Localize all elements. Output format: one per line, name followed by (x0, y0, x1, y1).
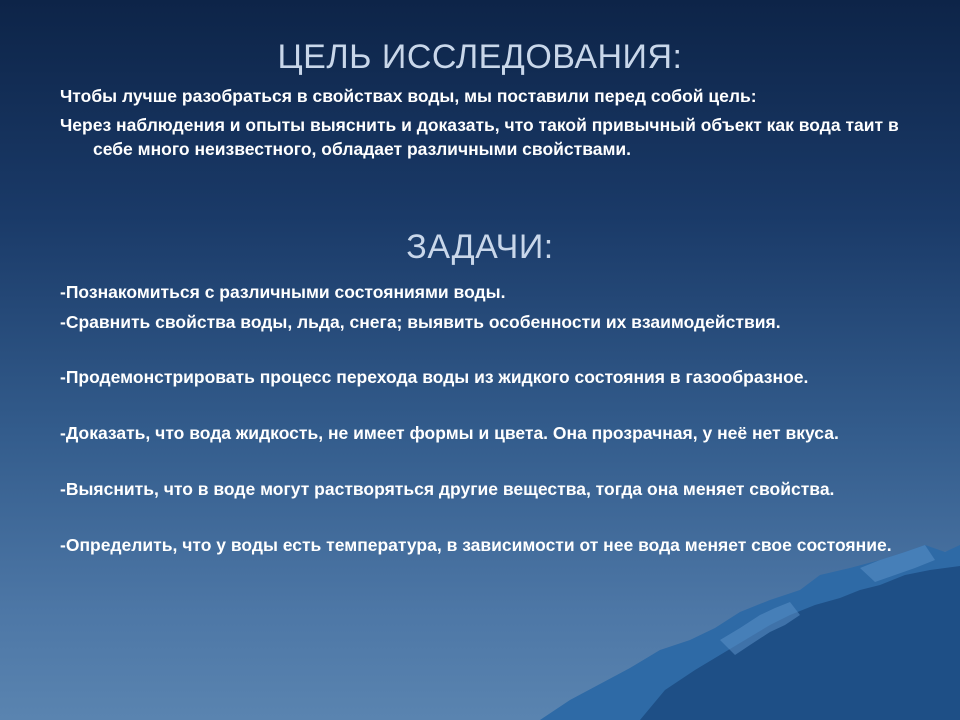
tasks-title: ЗАДАЧИ: (406, 228, 554, 266)
goal-text: Через наблюдения и опыты выяснить и доказать, что такой привычный объект как вода таит в себе много неизвестного, обладает различными свойствами. (60, 115, 899, 159)
task-item: -Выяснить, что в воде могут растворяться другие вещества, тогда она меняет свойства. (60, 479, 835, 499)
intro-text: Чтобы лучше разобраться в свойствах воды, мы поставили перед собой цель: (60, 86, 757, 106)
slide-title: ЦЕЛЬ ИССЛЕДОВАНИЯ: (277, 38, 683, 76)
task-item: -Определить, что у воды есть температура, в зависимости от нее вода меняет свое состояние. (60, 535, 892, 555)
task-item: -Сравнить свойства воды, льда, снега; выявить особенности их взаимодействия. (60, 312, 781, 332)
task-item: -Познакомиться с различными состояниями воды. (60, 282, 506, 302)
task-item: -Доказать, что вода жидкость, не имеет формы и цвета. Она прозрачная, у неё нет вкуса. (60, 423, 839, 443)
task-item: -Продемонстрировать процесс перехода воды из жидкого состояния в газообразное. (60, 367, 809, 387)
